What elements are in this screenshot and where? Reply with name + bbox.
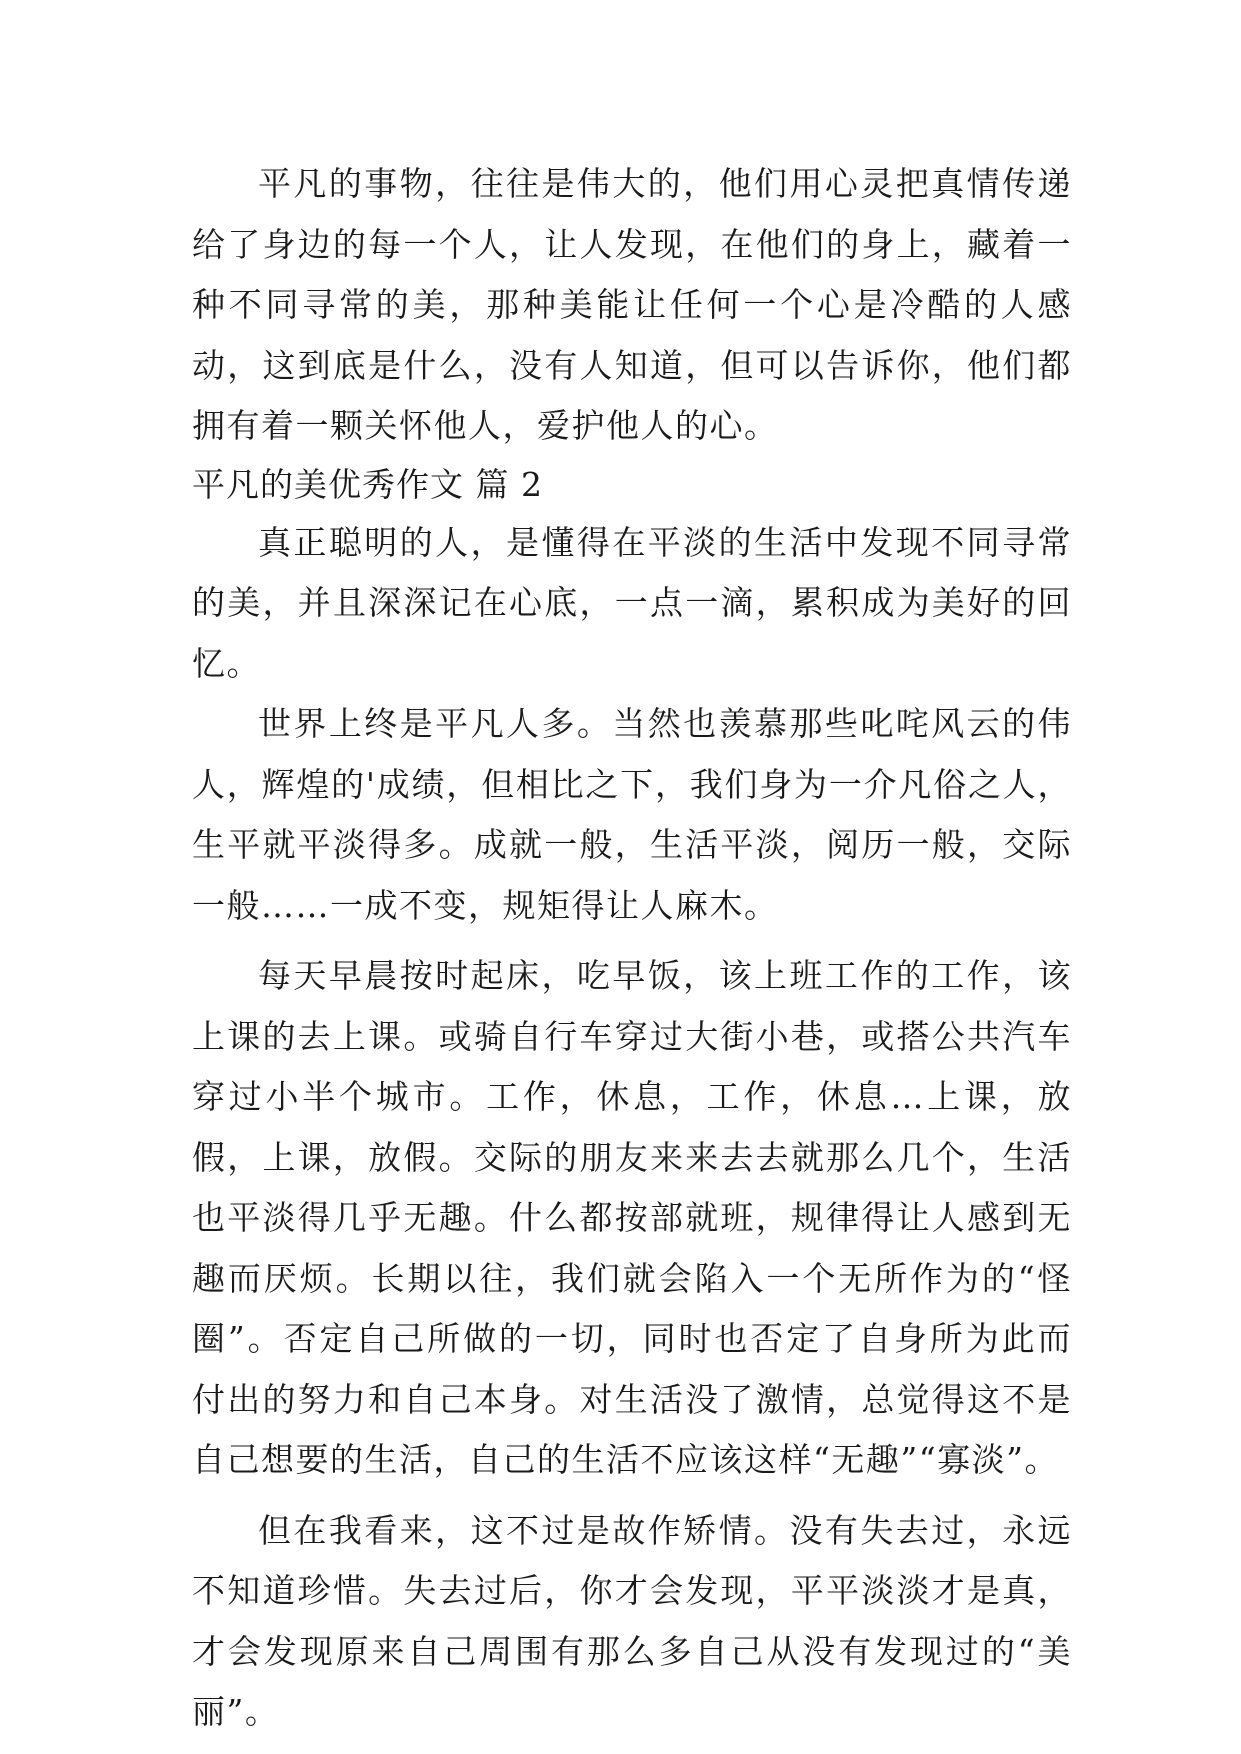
- paragraph-intro: 平凡的事物，往往是伟大的，他们用心灵把真情传递给了身边的每一个人，让人发现，在他们的身上，藏着一种不同寻常的美，那种美能让任何一个心是冷酷的人感动，这到底是什么，没有人知道，但可以告诉你，他们都拥有着一颗关怀他人，爱护他人的心。: [192, 164, 1072, 445]
- paragraph-2: 世界上终是平凡人多。当然也羡慕那些叱咤风云的伟人，辉煌的'成绩，但相比之下，我们身为一介凡俗之人，生平就平淡得多。成就一般，生活平淡，阅历一般，交际一般……一成不变，规矩得让人麻木。: [192, 704, 1072, 925]
- section-heading: 平凡的美优秀作文 篇 2: [192, 464, 543, 504]
- paragraph-1: 真正聪明的人，是懂得在平淡的生活中发现不同寻常的美，并且深深记在心底，一点一滴，累积成为美好的回忆。: [192, 522, 1072, 683]
- paragraph-3: 每天早晨按时起床，吃早饭，该上班工作的工作，该上课的去上课。或骑自行车穿过大街小巷，或搭公共汽车穿过小半个城市。工作，休息，工作，休息…上课，放假，上课，放假。交际的朋友来来去去就那么几个，生活也平淡得几乎无趣。什么都按部就班，规律得让人感到无趣而厌烦。长期以往，我们就会陷入一个无所作为的“怪圈”。否定自己所做的一切，同时也否定了自身所为此而付出的努力和自己本身。对生活没了激情，总觉得这不是自己想要的生活，自己的生活不应该这样“无趣”“寡淡”。: [192, 956, 1072, 1479]
- document-body: [192, 154, 1072, 1743]
- paragraph-4: 但在我看来，这不过是故作矫情。没有失去过，永远不知道珍惜。失去过后，你才会发现，平平淡淡才是真，才会发现原来自己周围有那么多自己从没有发现过的“美丽”。: [192, 1510, 1072, 1731]
